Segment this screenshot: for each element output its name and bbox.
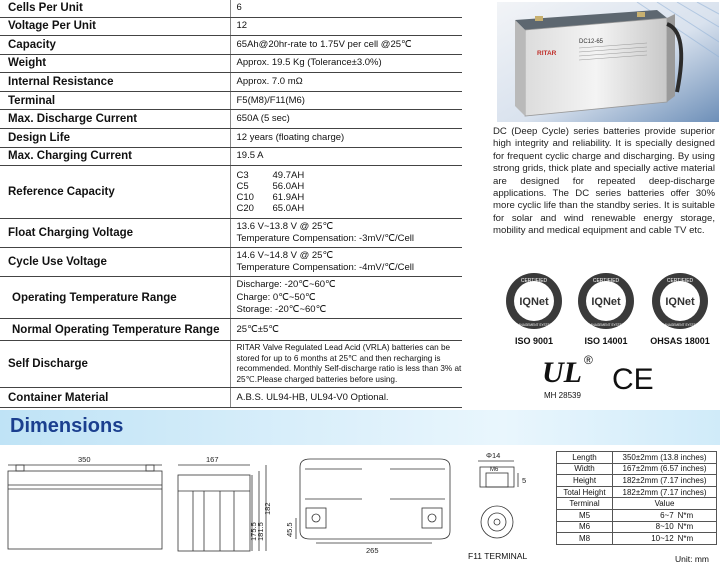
torque-value: 6~7: [613, 509, 678, 521]
spec-label: Operating Temperature Range: [0, 277, 230, 319]
spec-value: 12: [230, 17, 462, 36]
table-row: [0, 388, 462, 408]
dim-key: Width: [557, 463, 613, 475]
torque-key: M5: [557, 509, 613, 521]
dim-key: Total Height: [557, 486, 613, 498]
float-compensation: Temperature Compensation: -3mV/℃/Cell: [236, 233, 415, 245]
spec-label: Normal Operating Temperature Range: [0, 319, 230, 341]
table-row: [0, 219, 462, 248]
table-row: [557, 475, 717, 487]
float-voltage: 13.6 V~13.8 V @ 25℃: [236, 221, 334, 233]
seal-mark: IQNet: [591, 296, 621, 308]
seal-ring-text: CERTIFIED: [666, 278, 694, 284]
table-row: [557, 486, 717, 498]
table-row: [557, 498, 717, 510]
rate-value: 49.7AH: [272, 170, 305, 182]
torque-unit: N*m: [678, 521, 717, 533]
cycle-voltage: 14.6 V~14.8 V @ 25℃: [236, 250, 334, 262]
battery-brand: RITAR: [537, 50, 557, 57]
seal-ring-text: CERTIFIED: [520, 278, 548, 284]
torque-value: 10~12: [613, 533, 678, 545]
rate-value: 61.9AH: [272, 192, 305, 204]
table-row: [0, 166, 462, 219]
spec-value: A.B.S. UL94-HB, UL94-V0 Optional.: [230, 388, 462, 408]
dim-f11-dia-label: Φ14: [486, 451, 501, 460]
table-row: [0, 319, 462, 341]
dim-term-off-label: 45.5: [285, 522, 294, 537]
rate-label: C3: [236, 170, 249, 182]
temp-discharge: Discharge: -20℃~60℃: [236, 279, 336, 290]
dim-h1-label: 175.5: [249, 522, 258, 541]
torque-head-value: Value: [613, 498, 717, 510]
unit-note: Unit: mm: [675, 554, 709, 564]
table-row: [0, 91, 462, 110]
spec-value: 25℃±5℃: [230, 319, 462, 341]
rate-value: 65.0AH: [272, 203, 305, 215]
cert-iso9001: [498, 272, 570, 346]
seal-mark: IQNet: [665, 296, 695, 308]
spec-value: RITAR Valve Regulated Lead Acid (VRLA) batteries can be stored for up to 6 months at 25℃ and then recharging is recommended. Monthly Self-discharge ratio is less than 3% at 25℃.Please charged batteries before using.: [230, 341, 462, 388]
table-row: [0, 73, 462, 92]
spec-value: 19.5 A: [230, 147, 462, 166]
dim-width-label: 167: [206, 455, 219, 464]
cert-label: OHSAS 18001: [650, 336, 710, 346]
spec-label: Weight: [0, 54, 230, 73]
table-row: [0, 147, 462, 166]
dim-f11-bolt-label: M6: [490, 467, 499, 473]
dim-value: 182±2mm (7.17 inches): [613, 486, 717, 498]
cert-iso14001: [570, 272, 642, 346]
spec-label: Capacity: [0, 36, 230, 55]
iqnet-seal-icon: [505, 272, 563, 330]
spec-label: Cycle Use Voltage: [0, 248, 230, 277]
spec-value: F5(M8)/F11(M6): [230, 91, 462, 110]
battery-model: DC12-65: [579, 39, 604, 45]
rate-value: 56.0AH: [272, 181, 305, 193]
seal-sub-text: MANAGEMENT SYSTEM: [515, 323, 553, 327]
table-row: [557, 533, 717, 545]
seal-ring-text: CERTIFIED: [592, 278, 620, 284]
dimension-drawings: [0, 445, 548, 569]
cert-label: ISO 9001: [514, 336, 554, 346]
rate-label: C20: [236, 203, 254, 215]
table-row: [557, 521, 717, 533]
table-row: [0, 0, 462, 17]
spec-label: Design Life: [0, 129, 230, 148]
table-row: [0, 248, 462, 277]
spec-label: Max. Discharge Current: [0, 110, 230, 129]
torque-head-key: Terminal: [557, 498, 613, 510]
ce-mark-icon: [612, 362, 656, 392]
dim-value: 167±2mm (6.57 inches): [613, 463, 717, 475]
torque-key: M6: [557, 521, 613, 533]
torque-unit: N*m: [678, 509, 717, 521]
spec-value: Approx. 19.5 Kg (Tolerance±3.0%): [230, 54, 462, 73]
dimension-table: [556, 451, 717, 545]
iqnet-seal-icon: [651, 272, 709, 330]
table-row: [557, 509, 717, 521]
dim-term-span-label: 265: [366, 546, 379, 555]
table-row: [0, 17, 462, 36]
dim-value: 182±2mm (7.17 inches): [613, 475, 717, 487]
seal-sub-text: MANAGEMENT SYSTEM: [661, 323, 699, 327]
dim-length-label: 350: [78, 455, 91, 464]
section-title: Dimensions: [10, 415, 124, 437]
table-row: [0, 277, 462, 319]
spec-value: Approx. 7.0 mΩ: [230, 73, 462, 92]
torque-value: 8~10: [613, 521, 678, 533]
table-row: [0, 110, 462, 129]
dim-key: Length: [557, 452, 613, 464]
spec-value: 6: [230, 0, 462, 17]
dim-key: Height: [557, 475, 613, 487]
rate-label: C5: [236, 181, 249, 193]
table-row: [0, 129, 462, 148]
dim-h3-label: 182: [263, 502, 272, 515]
ce-text: CE: [612, 363, 654, 392]
spec-label: Voltage Per Unit: [0, 17, 230, 36]
spec-value: [230, 248, 462, 277]
spec-value: [230, 166, 462, 219]
dimensions-banner: [0, 410, 720, 445]
f11-terminal-label: F11 TERMINAL: [468, 551, 528, 561]
spec-label: Container Material: [0, 388, 230, 408]
cert-ohsas18001: [644, 272, 716, 346]
battery-photo: [497, 2, 719, 122]
torque-unit: N*m: [678, 533, 717, 545]
spec-value: 12 years (floating charge): [230, 129, 462, 148]
certifications: [492, 272, 718, 344]
table-row: [0, 54, 462, 73]
spec-value: [230, 219, 462, 248]
temp-charge: Charge: 0℃~50℃: [236, 291, 316, 303]
seal-mark: IQNet: [519, 296, 549, 308]
spec-label: Cells Per Unit: [0, 0, 230, 17]
rate-label: C10: [236, 192, 254, 204]
spec-label: Terminal: [0, 91, 230, 110]
product-description: DC (Deep Cycle) series batteries provide superior high integrity and reliability. It is specially designed for frequent cyclic charge and discharging. By using strong grids, thick plate and specially active material are designed for repeated deep-discharge applications. The DC series batteries offer 30% more cyclic life than the standby series. It is suitable for solar and wind renewable energy storage, mobility and medical equipment and cable TV etc.: [493, 126, 715, 237]
spec-label: Self Discharge: [0, 341, 230, 388]
table-row: [557, 463, 717, 475]
dim-value: 350±2mm (13.8 inches): [613, 452, 717, 464]
cycle-compensation: Temperature Compensation: -4mV/℃/Cell: [236, 262, 415, 274]
ul-file-number: MH 28539: [544, 391, 581, 400]
dim-h2-label: 181.5: [256, 522, 265, 541]
temp-storage: Storage: -20℃~60℃: [236, 304, 327, 315]
table-row: [557, 452, 717, 464]
ul-registered: ®: [584, 353, 593, 367]
spec-value: [230, 277, 462, 319]
ul-recognized-icon: [540, 350, 600, 402]
spec-value: 650A (5 sec): [230, 110, 462, 129]
cert-label: ISO 14001: [584, 336, 628, 346]
seal-sub-text: MANAGEMENT SYSTEM: [587, 323, 625, 327]
torque-key: M8: [557, 533, 613, 545]
spec-label: Reference Capacity: [0, 166, 230, 219]
spec-label: Float Charging Voltage: [0, 219, 230, 248]
spec-value: 65Ah@20hr-rate to 1.75V per cell @25℃: [230, 36, 462, 55]
spec-table: [0, 0, 462, 408]
ul-mark-text: UL: [542, 356, 582, 389]
spec-label: Internal Resistance: [0, 73, 230, 92]
spec-label: Max. Charging Current: [0, 147, 230, 166]
dim-f11-h-label: 5: [522, 476, 527, 485]
table-row: [0, 341, 462, 388]
table-row: [0, 36, 462, 55]
iqnet-seal-icon: [577, 272, 635, 330]
